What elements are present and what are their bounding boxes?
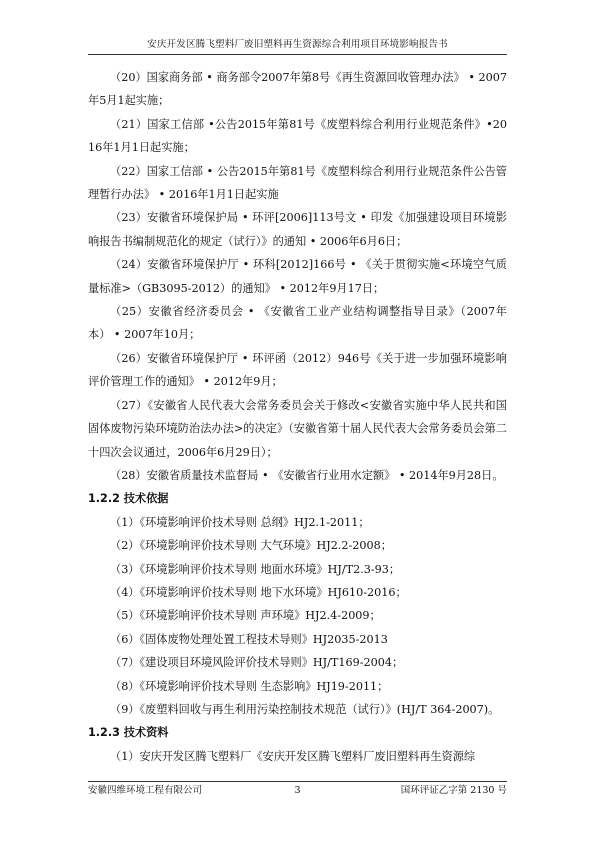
technical-item: （4）《环境影响评价技术导则 地下水环境》HJ610-2016； <box>110 585 407 599</box>
regulation-item: （26）安徽省环境保护厅 • 环评函（2012）946号《关于进一步加强环境影响评价管理工作的通知》 • 2012年9月； <box>88 351 507 389</box>
regulation-item: （28）安徽省质量技术监督局 • 《安徽省行业用水定额》 • 2014年9月28日。 <box>110 468 504 482</box>
technical-materials-list <box>88 745 507 768</box>
page-footer <box>88 781 507 800</box>
regulation-item: （25）安徽省经济委员会 • 《安徽省工业产业结构调整指导目录》（2007年本） • 2007年10月； <box>88 305 507 342</box>
footer-certificate: 国环评证乙字第 2130 号 <box>400 785 507 796</box>
technical-item: （3）《环境影响评价技术导则 地面水环境》HJ/T2.3-93； <box>110 562 401 576</box>
page-content <box>88 66 507 768</box>
page-header <box>88 38 507 55</box>
technical-item: （5）《环境影响评价技术导则 声环境》HJ2.4-2009； <box>110 609 381 623</box>
section-heading-technical-materials: 1.2.3 技术资料 <box>88 726 169 740</box>
technical-item: （1）《环境影响评价技术导则 总纲》HJ2.1-2011； <box>110 515 370 529</box>
material-item: （1）安庆开发区腾飞塑料厂《安庆开发区腾飞塑料厂废旧塑料再生资源综 <box>110 749 476 763</box>
header-title: 安庆开发区腾飞塑料厂废旧塑料再生资源综合利用项目环境影响报告书 <box>147 39 448 50</box>
technical-item: （6）《固体废物处理处置工程技术导则》HJ2035-2013 <box>110 632 388 646</box>
footer-company: 安徽四维环境工程有限公司 <box>88 785 203 796</box>
technical-item: （8）《环境影响评价技术导则 生态影响》HJ19-2011； <box>110 679 389 693</box>
regulation-item: （20）国家商务部 • 商务部令2007年第8号《再生资源回收管理办法》 • 2007年5月1起实施； <box>88 71 507 108</box>
page-number: 3 <box>294 785 301 796</box>
technical-basis-list <box>88 511 507 722</box>
regulation-item: （21）国家工信部 •公告2015年第81号《废塑料综合利用行业规范条件》•2016年1月1日起实施； <box>88 117 507 155</box>
regulation-item: （22）国家工信部 • 公告2015年第81号《废塑料综合利用行业规范条件公告管理暂行办法》 • 2016年1月1日起实施 <box>88 164 507 202</box>
regulations-list <box>88 66 507 487</box>
regulation-item: （27）《安徽省人民代表大会常务委员会关于修改<安徽省实施中华人民共和国固体废物污染环境防治法办法>的决定》（安徽省第十届人民代表大会常务委员会第二十四次会议通过，2006年6月29日）； <box>88 398 507 459</box>
regulation-item: （24）安徽省环境保护厅 • 环科[2012]166号 • 《关于贯彻实施<环境空气质量标准>（GB3095-2012）的通知》 • 2012年9月17日； <box>88 258 507 295</box>
technical-item: （9）《废塑料回收与再生利用污染控制技术规范（试行）》(HJ/T 364-2007)。 <box>110 702 500 716</box>
section-heading-technical-basis: 1.2.2 技术依据 <box>88 492 169 506</box>
regulation-item: （23）安徽省环境保护局 • 环评[2006]113号文 • 印发《加强建设项目环境影响报告书编制规范化的规定（试行）》的通知 • 2006年6月6日； <box>88 211 507 248</box>
technical-item: （7）《建设项目环境风险评价技术导则》HJ/T169-2004； <box>110 656 404 670</box>
technical-item: （2）《环境影响评价技术导则 大气环境》HJ2.2-2008； <box>110 539 392 553</box>
